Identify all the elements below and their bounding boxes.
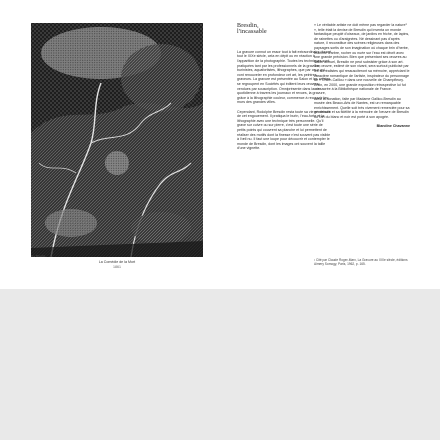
heading-line-1: Bresdin, bbox=[237, 23, 259, 29]
plate-signature: Ro. Bresdin bbox=[31, 254, 46, 258]
body-paragraph: « Le véritable artiste ne doit même pas regarder la nature¹ », telle était la devise de Bresdin qui inventa un monde fantastique peuplé d'oiseaux, de jardins en friche, de lapins, de rainettes ou d'araignées. Né dessinant pas d'après nature, il reconstitue des scènes religieuses dans des paysages sortis de son imagination où chaque brin d'herbe, branche d'arbre, rocher ou nuée sur l'eau est décrit avec une grande précision. Bien que présentant ses œuvres au Salon annuel, Bresdin ne peut subsister grâce à son art. Son œuvre, estimé de son vivant, sera surtout publicisé par les surréalistes qui ressusciteront sa mémoire, appréciant le caractère romantique de l'artiste, inspirateur du personnage de « Chien-Caillou » dans une nouvelle de Champfleury. Enfin, en 2000, une grande exposition rétrospective lui fut consacrée à la Bibliothèque nationale de France. bbox=[314, 23, 410, 92]
engraving-illustration bbox=[31, 23, 203, 257]
body-paragraph: Cependant, Rodolphe Bresdin resta toute sa vie en dehors de cet engouement. Il pratiqua le burin, l'eau-forte et la lithographie avec une technique très personnelle. Qu'il grave sur cuivre ou sur pierre, c'est toute une série de petits points qui couvrent sa planche et lui permettent de réaliser des motifs dont la finesse n'est souvent pas visible à l'œil nu. Il faut une loupe pour découvrir et contempler le monde de Bresdin, dont les images ont souvent la taille d'une vignette. bbox=[237, 109, 331, 151]
footnote: ¹ Cité par Claude Roger-Marx, La Gravure au XIXe siècle, éditions Aimery Somogy, Paris, 1962, p. 165. bbox=[314, 258, 408, 267]
engraving-plate bbox=[31, 23, 203, 257]
body-paragraph: Ainsi la donation, faite par Madame Gallico-Bresdin au musée des Beaux-Arts de Nantes, est un remarquable enrichissement. Quelle soit très vivement remerciée pour sa générosité et sa fidélité à la mémoire de l'œuvre de Bresdin où l'art du blanc et noir est porté à son apogée. bbox=[314, 96, 410, 119]
plate-caption-year: 1861 bbox=[113, 265, 121, 269]
text-column-right bbox=[314, 23, 410, 129]
plate-caption-title: La Comédie de la Mort bbox=[98, 260, 136, 264]
author-signature: Blandine Chavanne bbox=[376, 124, 410, 129]
body-paragraph: La gravure connut un essor tout à fait extraordinaire durant tout le XIXe siècle, cela en dépit ou en réaction à l'apparition de la photographie. Toutes les techniques sont pratiquées tant par les professionnels de la gravure, burinistes, aquafortistes, lithographes, que par ceux qui vont renouveler en profondeur cet art, les peintres-graveurs. La gravure est présentée au Salon et les artistes se regroupent en Sociétés qui éditent leurs œuvres, vendues par souscription. Omniprésente dans la vie quotidienne à travers les journaux et revues, la gravure, grâce à la lithographie couleur, commence à recouvrir les murs des grandes villes. bbox=[237, 49, 331, 105]
heading-line-2: l'incassable bbox=[237, 29, 267, 36]
